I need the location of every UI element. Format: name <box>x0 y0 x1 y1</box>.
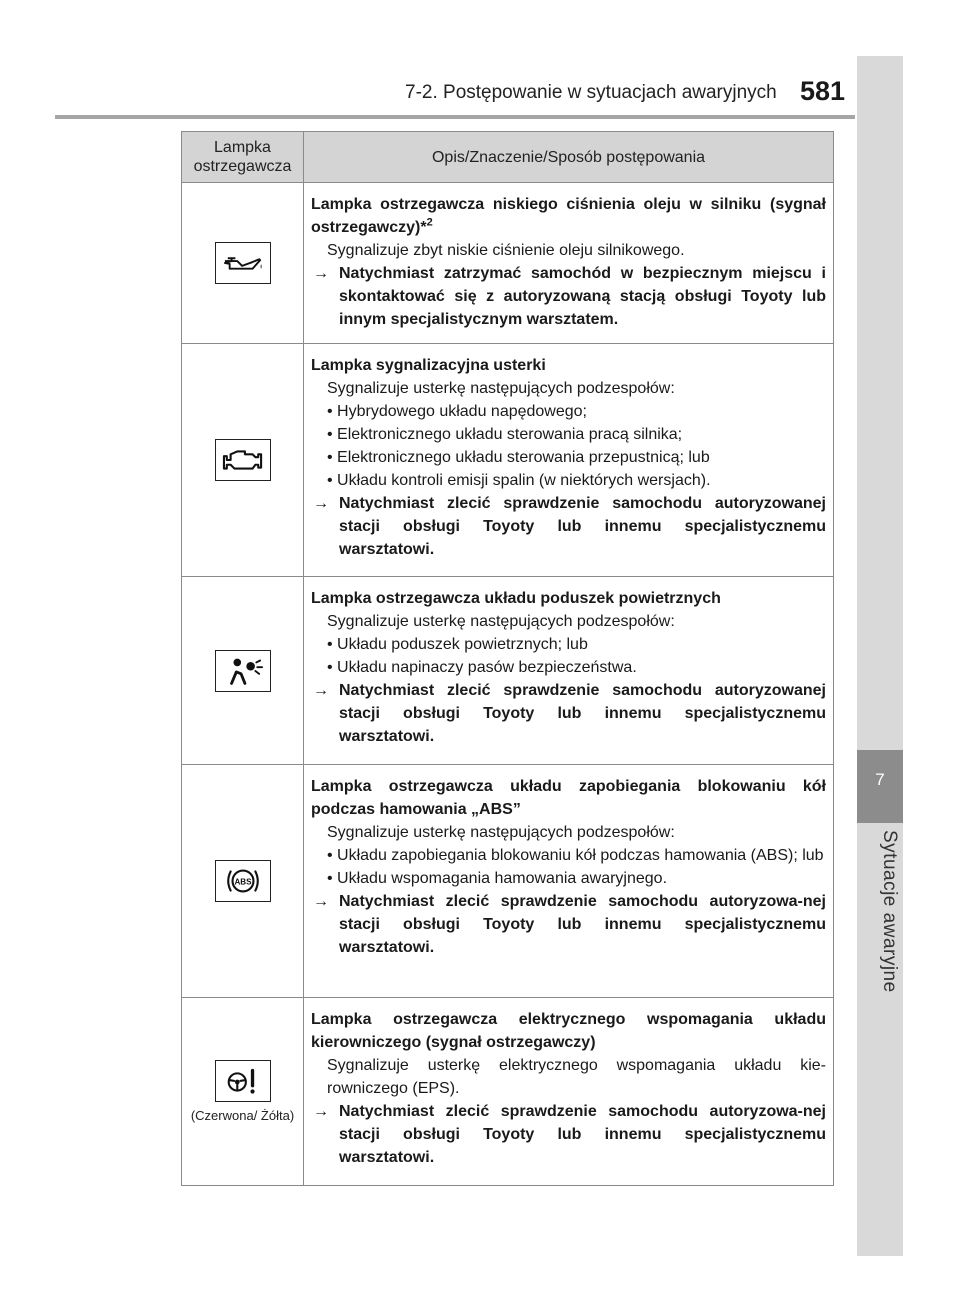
column-header-lamp: Lampka ostrzegawcza <box>182 132 304 183</box>
lamp-title: Lampka ostrzegawcza niskiego ciśnienia oleju w silniku (sygnał ostrzegawczy)*$^2$ <box>311 196 826 236</box>
table-row <box>182 344 834 577</box>
description-cell <box>304 765 834 998</box>
list-item: • Układu zapobiegania blokowaniu kół podczas hamowania (ABS); lub <box>311 844 826 867</box>
side-strip <box>857 56 903 1256</box>
engine-icon <box>215 439 271 481</box>
abs-icon-label: ABS <box>233 877 252 887</box>
lamp-cell <box>182 577 304 765</box>
lamp-title: Lampka ostrzegawcza układu poduszek powietrznych <box>311 590 721 607</box>
warning-lamps-table <box>181 131 834 1186</box>
lamp-description: Sygnalizuje usterkę elektrycznego wspomagania układu kie-rowniczego (EPS). <box>327 1057 826 1097</box>
lamp-description: Sygnalizuje zbyt niskie ciśnienie oleju silnikowego. <box>327 242 685 259</box>
list-item: • Elektronicznego układu sterowania przepustnicą; lub <box>311 446 826 469</box>
steering-warning-icon <box>215 1060 271 1102</box>
list-item: • Układu poduszek powietrznych; lub <box>311 633 826 656</box>
lamp-action: → Natychmiast zatrzymać samochód w bezpiecznym miejscu i skontaktować się z autoryzowaną stacją obsługi Toyoty lub innym specjalistycznym warsztatem. <box>311 262 826 331</box>
table-row <box>182 765 834 998</box>
description-cell <box>304 998 834 1186</box>
list-item: • Układu napinaczy pasów bezpieczeństwa. <box>311 656 826 679</box>
lamp-action: → Natychmiast zlecić sprawdzenie samochodu autoryzowanej stacji obsługi Toyoty lub innemu specjalistycznemu warsztatowi. <box>311 679 826 748</box>
list-item: • Elektronicznego układu sterowania pracą silnika; <box>311 423 826 446</box>
header-rule <box>55 115 855 119</box>
airbag-icon <box>215 650 271 692</box>
lamp-title: Lampka sygnalizacyjna usterki <box>311 357 546 374</box>
lamp-cell <box>182 344 304 577</box>
list-item: • Układu kontroli emisji spalin (w niektórych wersjach). <box>311 469 826 492</box>
table-row <box>182 577 834 765</box>
lamp-action: → Natychmiast zlecić sprawdzenie samochodu autoryzowanej stacji obsługi Toyoty lub innemu specjalistycznemu warsztatowi. <box>311 492 826 561</box>
lamp-action: → Natychmiast zlecić sprawdzenie samochodu autoryzowa-nej stacji obsługi Toyoty lub innemu specjalistycznemu warsztatowi. <box>311 1100 826 1169</box>
oil-can-icon <box>215 242 271 284</box>
table-row <box>182 998 834 1186</box>
list-item: • Układu wspomagania hamowania awaryjnego. <box>311 867 826 890</box>
table-header-row <box>182 132 834 183</box>
description-cell <box>304 183 834 344</box>
table-row <box>182 183 834 344</box>
list-item: • Hybrydowego układu napędowego; <box>311 400 826 423</box>
lamp-title: Lampka ostrzegawcza układu zapobiegania blokowaniu kół podczas hamowania „ABS” <box>311 778 826 818</box>
abs-icon <box>215 860 271 902</box>
lamp-action: → Natychmiast zlecić sprawdzenie samochodu autoryzowa-nej stacji obsługi Toyoty lub innemu specjalistycznemu warsztatowi. <box>311 890 826 959</box>
chapter-title: Sytuacje awaryjne <box>879 830 900 993</box>
description-cell <box>304 344 834 577</box>
lamp-color-caption: (Czerwona/ Żółta) <box>190 1107 295 1123</box>
lamp-description: Sygnalizuje usterkę następujących podzespołów: <box>327 613 675 630</box>
lamp-description: Sygnalizuje usterkę następujących podzespołów: <box>327 824 675 841</box>
column-header-description: Opis/Znaczenie/Sposób postępowania <box>304 132 834 183</box>
chapter-tab: 7 <box>857 750 903 823</box>
lamp-cell <box>182 183 304 344</box>
lamp-cell <box>182 765 304 998</box>
description-cell <box>304 577 834 765</box>
lamp-title: Lampka ostrzegawcza elektrycznego wspomagania układu kierowniczego (sygnał ostrzegawczy) <box>311 1011 826 1051</box>
lamp-description: Sygnalizuje usterkę następujących podzespołów: <box>327 380 675 397</box>
section-title: 7-2. Postępowanie w sytuacjach awaryjnych <box>405 82 777 103</box>
lamp-cell <box>182 998 304 1186</box>
page-number: 581 <box>800 76 846 106</box>
